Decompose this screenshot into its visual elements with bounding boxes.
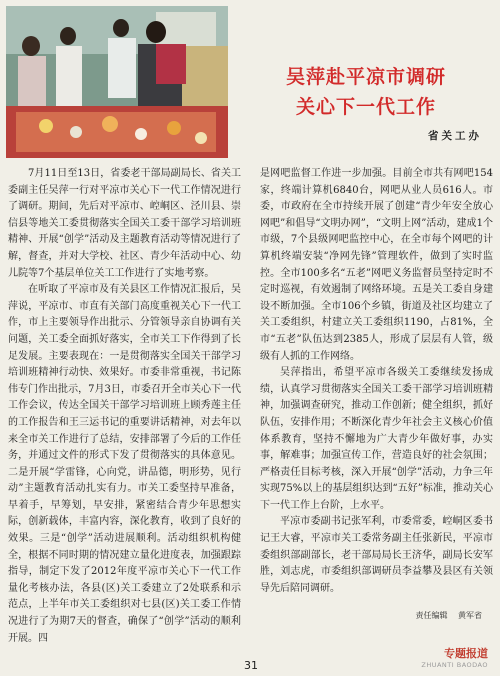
paragraph: 7月11日至13日，省委老干部局副局长、省关工委副主任吴萍一行对平凉市关心下一代工作情况进行了调研。期间，先后对平凉市、崆峒区、泾川县、崇信县等地关工委贯彻落实全国关工委干部学习培训班精神、开展“创学”活动及主题教育活动等情况进行了解，督查，并对大学校、社区、青少年活动中心、幼儿院等7个基层单位关工工作进行了实地考察。 [8,168,241,279]
paragraph: 平凉市委副书记张军利，市委常委，崆峒区委书记王大睿，平凉市关工委常务副主任张新民，平凉市委组织部副部长，老干部局局长王济华，副局长安军胜，刘志虎，市委组织部调研员李益攀及县区有关领导先后陪同调研。 [260,516,493,594]
title-line-2: 关心下一代工作 [295,96,436,118]
event-photo-illustration [6,6,228,158]
editor-label: 责任编辑 [415,611,448,620]
page-number: 31 [244,659,258,672]
paragraph: 在听取了平凉市及有关县区工作情况汇报后，吴萍说，平凉市、市直有关部门高度重视关心下一代工作，市上主要领导作出批示、分管领导亲自协调有关问题，关工委全面抓好落实，全市关工下作得到了长足发展。主要表现在：一是贯彻落实全国关干部学习培训班精神行动快、效果好。市委非常重视，书记陈伟专门作出批示，7月3日，市委召开全市关心下一代工作会议，传达全国关干部学习培训班上顾秀莲主任的工作报告和王三运书记的重要讲话精神，对去年以来全市关工作进行了总结，安排部署了今后的工作任务，并通过文件的形式下发了贯彻落实的具体意见。二是开展“学雷锋，心向党，讲品德，明形势，见行动”主题教育活动扎实有力。市关工委坚持早准备，早着手，早筹划，早安排，紧密结合青少年思想实际，创新载体，丰富内容，深化教育，收到了良好的效果。三是“创学”活动进展顺利。活动组织机构健全，根据不同时期的情况建立量化进度表，加强跟踪指导，制定下发了2012年度平凉市关心下一代工作量化考核办法，各县(区)关工委建立了2处联系和示范点，上半年市关工委组织对七县(区)关工委工作情况进行了为期7天的督查，确保了“创学”活动的顺利开展。四 [8,284,241,644]
editor-credit [415,610,482,621]
column-pinyin: ZHUANTI BAODAO [421,661,488,669]
column-tag [421,645,488,669]
article-title [240,62,492,122]
title-line-1: 吴萍赴平凉市调研 [285,66,446,88]
article-column-right [260,166,493,597]
column-name: 专题报道 [444,647,488,660]
article-column-left [8,166,241,647]
article-photo [6,6,228,158]
byline: 省关工办 [428,130,482,142]
paragraph: 吴萍指出，希望平凉市各级关工委继续发扬成绩，认真学习贯彻落实全国关工委干部学习培训班精神，加强调查研究，推动工作创新；健全组织，抓好队伍，安排作用；不断深化青少年社会主义核心价值体系教育，坚持不懈地为广大青少年做好事，办实事，解难事；加强宣传工作，营造良好的社会氛围；严格责任目标考核，深入开展“创学”活动，力争三年实现75%以上的基层组织达到“五好”标准，推动关心下一代工作上台阶，上水平。 [260,367,493,511]
paragraph: 是网吧监督工作进一步加强。目前全市共有网吧154家，终端计算机6840台，网吧从业人员616人。市委，市政府在全市持续开展了创建“青少年安全放心网吧”和倡导“文明办网”，“文明上网”活动，建成1个市级，7个县级网吧监控中心，在全市每个网吧的计算机终端安装“净网先锋”管理软件，做到了实时监控。全市100多名“五老”网吧义务监督员坚持定时不定时巡视，有效遏制了网络环境。五是关工委自身建设不断加强。全市106个乡镇，街道及社区均建立了关工委组织，村建立关工委组织1190，占81%，全市“五老”队伍达到2385人，形成了层层有人管，级级有人抓的工作网络。 [260,168,493,362]
editor-name: 黄军省 [458,611,482,620]
